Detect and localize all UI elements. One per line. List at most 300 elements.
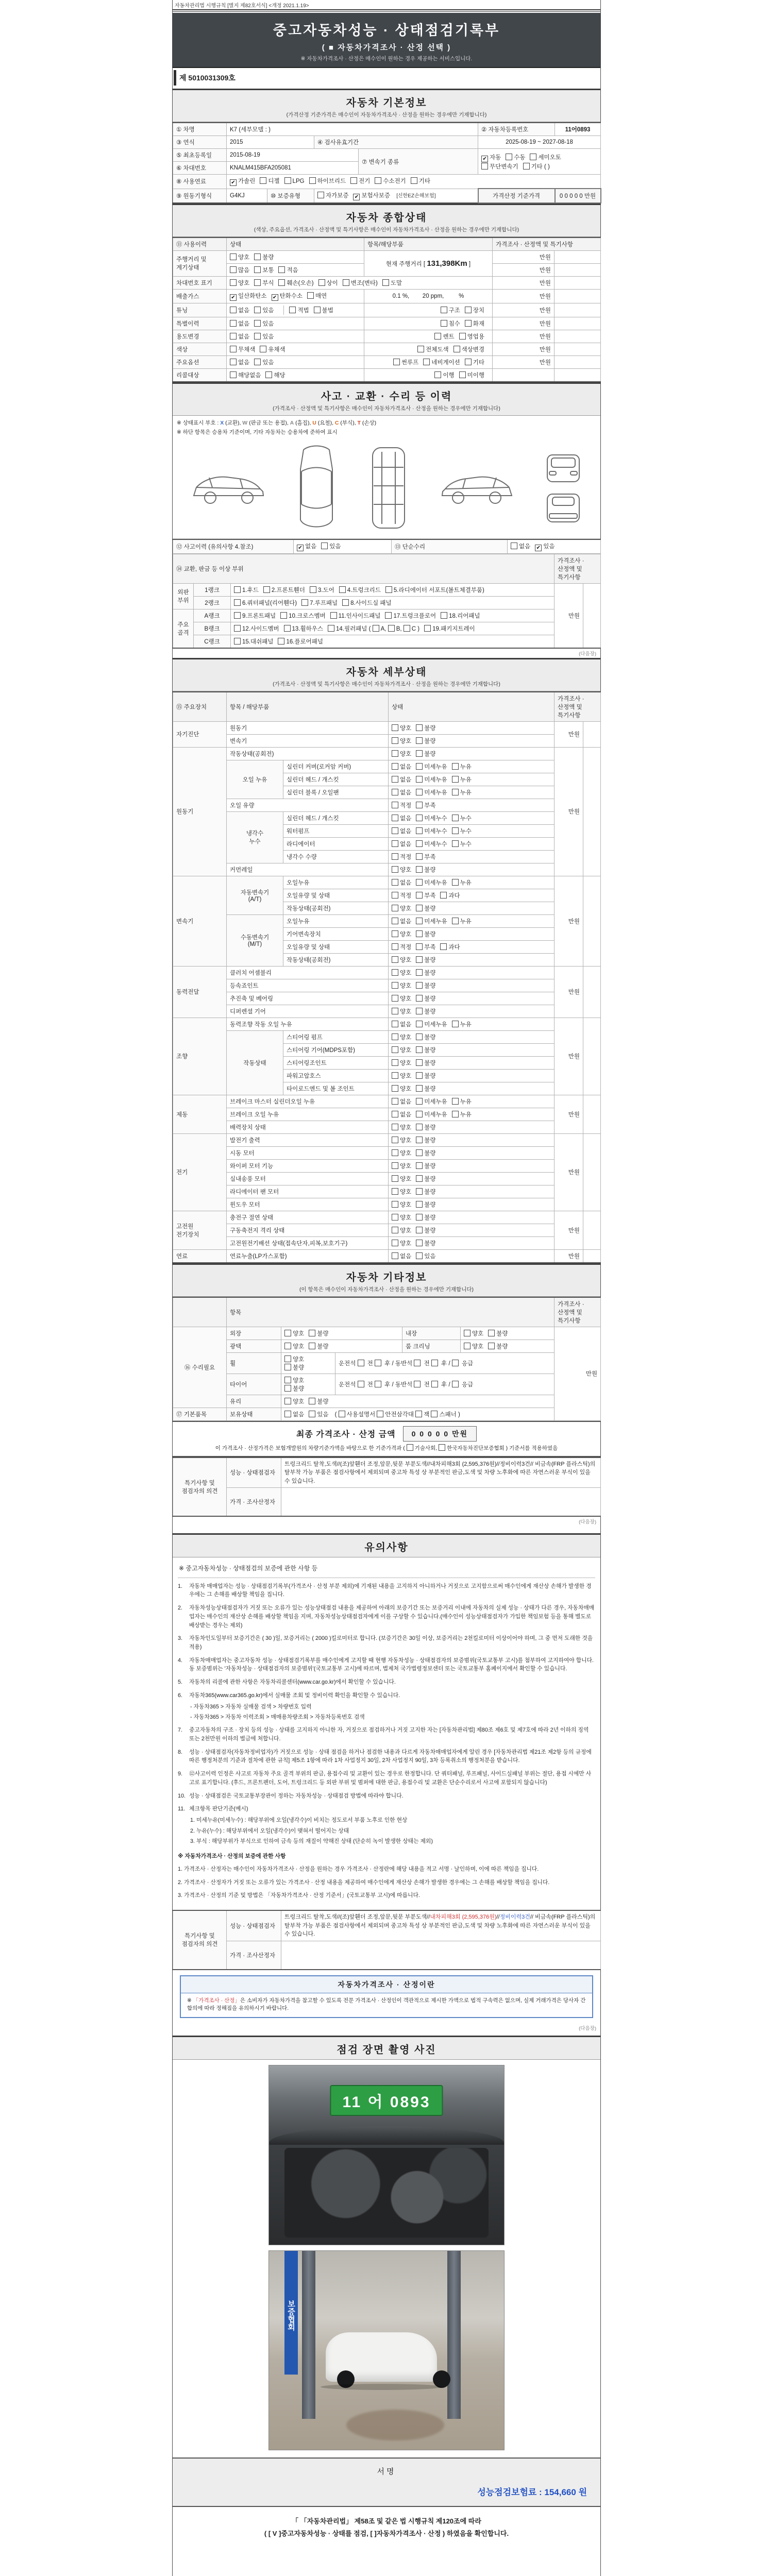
label-cell: ⑨ 원동기형식: [173, 189, 227, 203]
checkbox: 불량: [416, 1239, 435, 1247]
checkbox: 양호: [392, 981, 411, 990]
car-front-rear-views: [543, 448, 583, 528]
checkbox: 양호: [392, 994, 411, 1003]
column-header: 가격조사 · 산정액 및 특기사항: [493, 238, 601, 251]
item-cell: 추진축 및 베어링: [227, 992, 389, 1005]
amount-cell: 만원: [554, 1095, 583, 1133]
document-number: 제 5010031309호: [174, 70, 600, 86]
checkbox: 수소전기: [375, 177, 406, 185]
item-cell: 브레이크 마스터 실린더오일 누유: [227, 1095, 389, 1108]
notices-list: [173, 1557, 600, 1910]
item-cell: 브레이크 오일 누유: [227, 1108, 389, 1121]
checkbox: 미세누유: [416, 878, 447, 887]
checkbox: 있음: [321, 542, 341, 550]
options-cell: [389, 1095, 554, 1108]
base-price-value: 0 0 0 0 0 만원: [555, 189, 601, 203]
final-price-label: 최종 가격조사 · 산정 금액: [296, 1430, 396, 1439]
sub-group-label: 냉각수 누수: [227, 811, 283, 863]
item-cell: 오일누유: [283, 914, 389, 927]
item-cell: [364, 330, 493, 343]
checkbox: 없음: [392, 840, 411, 848]
item-cell: 고전원전기배선 상태(접속단자,피복,보호기구): [227, 1236, 389, 1249]
price-notice-item: 3. 가격조사 · 산정의 기준 및 방법은 「자동차가격조사 · 산정 기준서」(국토교통부 고시)에 따릅니다.: [178, 1892, 420, 1899]
confirmation-line-1: 「 「자동차관리법」 제58조 및 같은 법 시행규칙 제120조에 따라: [292, 2517, 481, 2526]
checkbox: 불량: [488, 1329, 508, 1337]
rank-items: 6.쿼터패널(리어휀다) 7.루프패널 8.사이드실 패널: [231, 596, 554, 609]
device-group-label: 조향: [173, 1018, 227, 1095]
checkbox: 불량: [416, 981, 435, 990]
checkbox: 양호: [230, 279, 249, 287]
checkbox: 없음: [392, 1097, 411, 1106]
checkbox: 과다: [440, 943, 460, 951]
amount-cell: 만원: [554, 1018, 583, 1095]
options-cell: [389, 1030, 554, 1043]
value-cell: G4KJ: [227, 189, 267, 203]
device-group-label: 변속기: [173, 876, 227, 966]
checkbox: 불량: [416, 750, 435, 758]
options-cell: [389, 1069, 554, 1082]
checkbox-checked: ✔ 자동: [481, 153, 501, 162]
amount-cell: 만원: [493, 263, 554, 276]
group-label: 외판 부위: [173, 583, 194, 609]
checkbox: 없음: [392, 917, 411, 925]
car-front-view: [543, 448, 583, 488]
notices-subtitle: ※ 중고자동차성능 · 상태점검의 보증에 관한 사항 등: [178, 1560, 595, 1578]
label-cell: ⑧ 사용연료: [173, 175, 227, 189]
value-cell: 2015-08-19: [227, 149, 359, 162]
checkbox: 불량: [309, 1329, 328, 1337]
options-cell: [389, 1224, 554, 1236]
label-cell: ⑩ 보증유형: [267, 189, 314, 203]
label-cell: ⑥ 차대번호: [173, 162, 227, 175]
options-cell: [389, 1005, 554, 1018]
options-cell: [389, 799, 554, 811]
checkbox: 미세누유: [416, 1110, 447, 1118]
price-definition-title: 자동차가격조사 · 산정이란: [181, 1976, 592, 1993]
checkbox: 양호: [464, 1342, 483, 1350]
item-cell: 변속기: [227, 734, 389, 747]
item-cell: 실린더 블록 / 오일팬: [283, 786, 389, 799]
options-cell: [389, 786, 554, 799]
options-cell: [227, 355, 364, 368]
options-cell: [281, 1327, 402, 1340]
checkbox: 적정: [392, 891, 411, 900]
accident-section-title: 사고 · 교환 · 수리 등 이력: [321, 391, 452, 402]
checkbox: 양호: [392, 969, 411, 977]
checkbox: [431, 1381, 438, 1387]
item-cell: 스티어링조인트: [283, 1056, 389, 1069]
appraiser-label: 가격 · 조사산정자: [227, 1941, 281, 1970]
notices-title: 유의사항: [364, 1542, 409, 1553]
basic-section-subtitle: (가격산정 기준가격은 매수인이 자동차가격조사 · 산정을 원하는 경우에만 기재합니다): [286, 112, 487, 118]
checkbox: 썬루프: [393, 358, 418, 366]
simple-repair-label: ⑬ 단순수리: [392, 539, 508, 554]
position-cell: 운전석 전 후 / 동반석 전 후 / 응급: [335, 1374, 554, 1395]
checkbox: 없음: [392, 827, 411, 835]
options-cell: [478, 149, 601, 175]
amount-cell: 만원: [493, 250, 554, 263]
sub-group-label: 수동변속기 (M/T): [227, 914, 283, 966]
checkbox: 전기: [350, 177, 370, 185]
checkbox: 미세누수: [416, 840, 447, 848]
checkbox: 기타 ( ): [523, 162, 550, 171]
checkbox: [375, 1381, 381, 1387]
checkbox: 불량: [416, 1188, 435, 1196]
notice-item: 6. 자동차365(www.car365.go.kr)에서 실매물 조회 및 정비이력 확인을 확인할 수 있습니다.: [178, 1692, 400, 1699]
checkbox: 무단변속기: [481, 162, 518, 171]
detail-section: [173, 658, 600, 1263]
checkbox: 양호: [392, 1188, 411, 1196]
checkbox: 네비게이션: [423, 358, 460, 366]
notice-item: 3. 자동차인도일부터 보증기간은 ( 30 )일, 보증거리는 ( 2000 )킬로미터로 합니다. (보증기간은 30일 이상, 보증거리는 2천킬로미터 이상이어야 하며, 그 중 먼저 도래한 것을 적용): [178, 1635, 593, 1650]
options-cell: [389, 902, 554, 914]
checkbox: 불량: [254, 253, 274, 261]
options-cell: [227, 343, 364, 355]
checkbox: 훼손(오손): [278, 279, 313, 287]
checkbox: 없음: [230, 306, 249, 314]
checkbox: 누유: [452, 1020, 472, 1028]
checkbox: 양호: [392, 866, 411, 874]
next-page-marker: (다음장): [579, 651, 596, 657]
amount-cell: 만원: [554, 721, 583, 747]
checkbox: 해당: [265, 371, 285, 379]
detail-section-title: 자동차 세부상태: [346, 666, 427, 678]
checkbox: 적음: [278, 266, 298, 274]
mileage-value: 131,398Km: [427, 259, 467, 268]
value-cell: KNALM415BFA205081: [227, 162, 359, 175]
basic-section-title: 자동차 기본정보: [346, 97, 427, 109]
options-cell: [389, 1185, 554, 1198]
checkbox: 보통: [254, 266, 274, 274]
item-cell: 파워고압호스: [283, 1069, 389, 1082]
state-mark-note: ※ 하단 항목은 승용차 기준이며, 기타 자동차는 승용차에 준하여 표시: [177, 429, 338, 435]
options-cell: [227, 303, 364, 317]
lift-post-left: [302, 2251, 315, 2419]
checkbox: 부족: [416, 943, 435, 951]
checkbox: 없음: [392, 788, 411, 796]
checkbox: [388, 625, 395, 632]
amount-cell: 만원: [554, 1133, 583, 1211]
options-cell: [389, 1056, 554, 1069]
item-cell: 오일 유량: [227, 799, 389, 811]
checkbox: 미세누유: [416, 917, 447, 925]
checkbox: 침수: [441, 319, 460, 328]
checkbox: 기타: [411, 177, 430, 185]
item-cell: 냉각수 수량: [283, 850, 389, 863]
column-header: ⑪ 사용이력: [173, 238, 227, 251]
checkbox: [373, 625, 379, 632]
options-cell: [227, 330, 364, 343]
inspector-comment: 트렁크리드 탈착,도색//(조)앞휀더 조정,앞문,뒷문 부분도색//내차피해3회 (2,595,376원)//정비이력3건// 비금속(FRP 플라스틱)의 탈부착 가능 부품은 점검사항에서 제외되며 중고차 특성 상 부분적인 판금,도색 및 차량 노후화에 따른 자연스러운 부식이 있을 수 있습니다.: [281, 1458, 601, 1488]
exchange-header: ⑭ 교환, 판금 등 이상 부위: [173, 554, 554, 583]
checkbox: 누유: [452, 878, 472, 887]
accident-section-subtitle: (가격조사 · 산정액 및 특기사항은 매수인이 자동차가격조사 · 산정을 원하는 경우에만 기재합니다): [273, 405, 500, 412]
item-cell: 작동상태(공회전): [283, 953, 389, 966]
item-cell: 오일유량 및 상태: [283, 889, 389, 902]
item-cell: 시동 모터: [227, 1146, 389, 1159]
checkbox: 있음: [254, 332, 274, 341]
notice-subitem: 1. 미세누유(미세누수) : 해당부위에 오일(냉각수)이 비치는 정도로서 부품 노후로 인한 현상: [190, 1817, 408, 1824]
basic-section-band: [173, 89, 600, 122]
options-cell: [389, 1159, 554, 1172]
checkbox: [431, 1411, 438, 1417]
item-cell: [364, 317, 493, 330]
confirmation-line-2: ( [ V ]중고자동차성능 · 상태를 점검, [ ]자동차가격조사 · 산정 ) 하였음을 확인합니다.: [264, 2529, 509, 2537]
checkbox: [452, 1360, 459, 1366]
options-cell: [389, 914, 554, 927]
summary-section: [173, 204, 600, 382]
checkbox: 화재: [465, 319, 484, 328]
checkbox: LPG: [284, 177, 305, 184]
options-cell: [389, 927, 554, 940]
price-definition-text: ※ 「가격조사 · 산정」은 소비자가 자동차가격을 참고할 수 있도록 전문 가격조사 · 산정인이 객관적으로 제시한 가액으로 법적 구속력은 없으며, 실제 거래가격은 당사자 간 합의에 따라 정해짐을 유의하시기 바랍니다.: [187, 1997, 586, 2012]
checkbox: 양호: [392, 1175, 411, 1183]
checkbox: 양호: [392, 724, 411, 732]
checkbox: 불량: [488, 1342, 508, 1350]
checkbox: 없음: [511, 542, 530, 550]
item-cell: 스티어링 기어(MDPS포함): [283, 1043, 389, 1056]
detail-section-subtitle: (가격조사 · 산정액 및 특기사항은 매수인이 자동차가격조사 · 산정을 원하는 경우에만 기재합니다): [273, 681, 500, 687]
notices-band: [173, 1533, 600, 1557]
amount-cell: 만원: [554, 876, 583, 966]
checkbox: 양호: [392, 1226, 411, 1234]
item-cell: 커먼레일: [227, 863, 389, 876]
notice-subitem: 3. 부식 : 해당부위가 부식으로 인하여 금속 등의 재질이 약해진 상태 (단순히 녹이 발생한 상태는 제외): [190, 1838, 433, 1845]
checkbox: 불량: [416, 1007, 435, 1015]
checkbox: 있음: [309, 1410, 328, 1418]
checkbox: 있음: [416, 1252, 435, 1260]
checkbox-checked: ✔ 가솔린: [230, 177, 255, 186]
car-side-view: [439, 466, 516, 510]
checkbox: [414, 1360, 421, 1366]
checkbox: 이행: [434, 371, 454, 379]
item-cell: 실린더 커버(로커암 커버): [283, 760, 389, 773]
checkbox-checked: ✔ 탄화수소: [272, 292, 303, 301]
checkbox: 불량: [416, 904, 435, 912]
summary-section-title: 자동차 종합상태: [346, 212, 427, 224]
options-cell: [281, 1374, 335, 1395]
checkbox: 없음: [230, 319, 249, 328]
checkbox: 도말: [382, 279, 402, 287]
item-cell: 와이퍼 모터 기능: [227, 1159, 389, 1172]
label-cell: 내장: [402, 1327, 461, 1340]
etc-section-band: [173, 1263, 600, 1297]
checkbox: 디젤: [260, 177, 279, 185]
item-cell: 실린더 헤드 / 개스킷: [283, 811, 389, 824]
checkbox: 적정: [392, 943, 411, 951]
notice-subitem: - 자동차365 > 자동차 실매물 검색 > 차량번호 입력: [190, 1703, 312, 1710]
checkbox: 불량: [416, 1213, 435, 1222]
checkbox: [439, 1444, 445, 1451]
car-hood-shape: [269, 2126, 504, 2145]
checkbox: 양호: [392, 1136, 411, 1144]
options-cell: [389, 940, 554, 953]
item-cell: 오일누유: [283, 876, 389, 889]
checkbox: 해당없음: [230, 371, 261, 379]
label-cell: 튜닝: [173, 303, 227, 317]
column-header: 가격조사 · 산정액 및 특기사항: [554, 692, 601, 722]
item-cell: 0.1 %, 20 ppm, %: [364, 289, 493, 303]
checkbox: 전체도색: [417, 345, 448, 353]
item-cell: 클러치 어셈블리: [227, 966, 389, 979]
item-cell: 라디에이터 팬 모터: [227, 1185, 389, 1198]
amount-cell: 만원: [493, 303, 554, 317]
item-cell: [364, 355, 493, 368]
checkbox: 하이브리드: [309, 177, 346, 185]
checkbox: 불량: [416, 1072, 435, 1080]
label-cell: ① 차명: [173, 123, 227, 136]
item-cell: 발전기 출력: [227, 1133, 389, 1146]
checkbox: 양호: [392, 1007, 411, 1015]
checkbox: 양호: [284, 1329, 304, 1337]
checkbox: 양호: [392, 1072, 411, 1080]
checkbox: 부식: [254, 279, 274, 287]
label-cell: ⑦ 변속기 종류: [359, 149, 478, 175]
checkbox: 불량: [416, 1136, 435, 1144]
photos-title: 점검 장면 촬영 사진: [337, 2044, 436, 2056]
checkbox: 없음: [392, 775, 411, 784]
checkbox: [339, 1411, 345, 1417]
appraiser-comment: [281, 1941, 601, 1970]
inspector-comment: 트렁크리드 탈착,도색//(조)앞휀더 조정,앞문,뒷문 부분도색//내차피해3회 (2,595,376원)//정비이력3건// 비금속(FRP 플라스틱)의 탈부착 가능 부품은 점검사항에서 제외되며 중고차 특성 상 부분적인 판금,도색 및 차량 노후화에 따른 자연스러운 부식이 있을 수 있습니다.: [281, 1910, 601, 1941]
options-cell: [389, 1043, 554, 1056]
options-cell: [389, 721, 554, 734]
price-option-title: ( ■ 자동차가격조사 · 산정 선택 ): [322, 43, 451, 52]
column-header: 항목 / 해당부품: [227, 692, 389, 722]
checkbox: 불량: [309, 1342, 328, 1350]
checkbox: 미세누유: [416, 762, 447, 771]
notice-item: 11. 체크항목 판단기준(예시): [178, 1806, 248, 1812]
options-cell: [461, 1340, 554, 1352]
checkbox: 변조(변타): [343, 279, 378, 287]
amount-cell: 만원: [554, 966, 583, 1018]
checkbox: 장치: [465, 306, 484, 314]
checkbox: 미세누유: [416, 1020, 447, 1028]
basic-info-table: [173, 122, 600, 204]
options-cell: [461, 1327, 554, 1340]
car-rear-view: [543, 488, 583, 528]
checkbox: 적법: [289, 306, 309, 314]
label-cell: 배출가스: [173, 289, 227, 303]
etc-section: [173, 1263, 600, 1527]
checkbox: 불량: [309, 1397, 328, 1405]
label-cell: 광택: [227, 1340, 281, 1352]
rank-items: 9.프론트패널 10.크로스멤버 11.인사이드패널 17.트렁크플로어 18.리어패널: [231, 609, 554, 622]
value-cell: 2015: [227, 136, 314, 149]
label-cell: 보유상태: [227, 1408, 281, 1420]
checkbox: 누유: [452, 775, 472, 784]
amount-cell: 만원: [554, 747, 583, 876]
options-cell: [227, 289, 364, 303]
summary-section-subtitle: (색상, 주요옵션, 가격조사 · 산정액 및 특기사항은 매수인이 자동차가격조사 · 산정을 원하는 경우에만 기재합니다): [254, 226, 519, 233]
item-cell: [364, 303, 493, 317]
checkbox: 수동: [506, 153, 525, 161]
label-cell: 유리: [227, 1395, 281, 1408]
sub-group-label: 오일 누유: [227, 760, 283, 799]
signature-label: 서명: [377, 2467, 396, 2477]
rank-label: 2랭크: [194, 596, 231, 609]
device-group-label: 전기: [173, 1133, 227, 1211]
options-cell: [389, 966, 554, 979]
rank-items: 12.사이드멤버 13.휠하우스 14.필러패널 ( A, B, C ) 19.패키지트레이: [231, 622, 554, 635]
options-cell: [227, 276, 493, 289]
license-plate: 11 어 0893: [330, 2085, 443, 2116]
notice-item: 9. ⑫사고이력 인정은 사고로 자동차 주요 골격 부위의 판금, 용접수리 및 교환이 있는 경우로 한정합니다. 단 쿼터패널, 루프패널, 사이드실패널 부위는 절단, 용접 시에만 사고로 표기합니다. (후드, 프론트펜더, 도어, 트렁크리드 등 외판 부위 및 범퍼에 대한 판금, 용접수리 및 교환은 단순수리로서 사고에 포함되지 않습니다): [178, 1771, 592, 1786]
etc-section-title: 자동차 기타정보: [346, 1272, 427, 1283]
sub-group-label: 자동변속기 (A/T): [227, 876, 283, 914]
notice-subitem: 2. 누유(누수) : 해당부위에서 오일(냉각수)이 맺혀서 떨어지는 상태: [190, 1827, 349, 1834]
checkbox: 양호: [392, 956, 411, 964]
options-cell: [389, 811, 554, 824]
device-group-label: 동력전달: [173, 966, 227, 1018]
inspection-insurance-fee: 성능점검보험료 : 154,660 원: [477, 2487, 587, 2498]
options-cell: [389, 1108, 554, 1121]
price-definition-box: [180, 1975, 593, 2019]
value-cell: 11어0893: [555, 123, 601, 136]
rank-label: B랭크: [194, 622, 231, 635]
checkbox: 양호: [392, 750, 411, 758]
summary-section-band: [173, 204, 600, 237]
checkbox: 불량: [416, 969, 435, 977]
checkbox: 누유: [452, 1097, 472, 1106]
group-label: ⑰ 기본품목: [173, 1408, 227, 1420]
item-cell: 동력조향 작동 오일 누유: [227, 1018, 389, 1030]
notice-item: 5. 자동차의 리콜에 관한 사항은 자동차리콜센터(www.car.go.kr)에서 확인할 수 있습니다.: [178, 1679, 396, 1686]
checkbox: 양호: [464, 1329, 483, 1337]
checkbox: 자가보증: [317, 191, 348, 199]
checkbox: 양호: [392, 1213, 411, 1222]
device-group-label: 원동기: [173, 747, 227, 876]
remarks-table: [173, 1457, 600, 1517]
options-cell: [389, 1133, 554, 1146]
device-group-label: 자기진단: [173, 721, 227, 747]
options-cell: [389, 1198, 554, 1211]
checkbox: 불량: [416, 1084, 435, 1093]
checkbox: 불량: [416, 1046, 435, 1054]
options-cell: [389, 1172, 554, 1185]
checkbox: 양호: [392, 1149, 411, 1157]
label-cell: ⑤ 최초등록일: [173, 149, 227, 162]
next-page-marker: (다음장): [579, 2026, 596, 2032]
checkbox: 양호: [230, 253, 249, 261]
etc-section-subtitle: (이 항목은 매수인이 자동차가격조사 · 산정을 원하는 경우에만 기재합니다): [299, 1286, 474, 1293]
checkbox: 기타: [465, 358, 484, 366]
checkbox: 누유: [452, 762, 472, 771]
checkbox: [377, 1411, 383, 1417]
checkbox: 있음: [254, 358, 274, 366]
options-cell: [389, 760, 554, 773]
signature-section: [173, 2458, 600, 2507]
inspection-record-page: [172, 0, 601, 2576]
checkbox: 렌트: [434, 332, 454, 341]
amount-cell: 만원: [493, 330, 554, 343]
checkbox: 불량: [416, 1226, 435, 1234]
item-cell: 라디에이터: [283, 837, 389, 850]
checkbox: 있음: [254, 319, 274, 328]
item-cell: [364, 343, 493, 355]
checkbox: 양호: [392, 1123, 411, 1131]
checkbox: 양호: [392, 1239, 411, 1247]
column-header: 상태: [227, 238, 364, 251]
checkbox: 색상변경: [453, 345, 484, 353]
checkbox: [452, 1381, 459, 1387]
checkbox: [404, 625, 410, 632]
notice-item: 7. 중고자동차의 구조 · 장치 등의 성능 · 상태를 고지하지 아니한 자, 거짓으로 점검하거나 거짓 고지한 자는 [자동차관리법] 제80조 제6호 및 제7호에 따라 2년 이하의 징역 또는 2천만원 이하의 벌금에 처합니다.: [178, 1727, 589, 1742]
appraiser-comment: [281, 1488, 601, 1517]
label-cell: 외장: [227, 1327, 281, 1340]
checkbox: 세미오토: [530, 153, 561, 161]
column-header: 가격조사 · 산정액 및 특기사항: [554, 1297, 601, 1327]
